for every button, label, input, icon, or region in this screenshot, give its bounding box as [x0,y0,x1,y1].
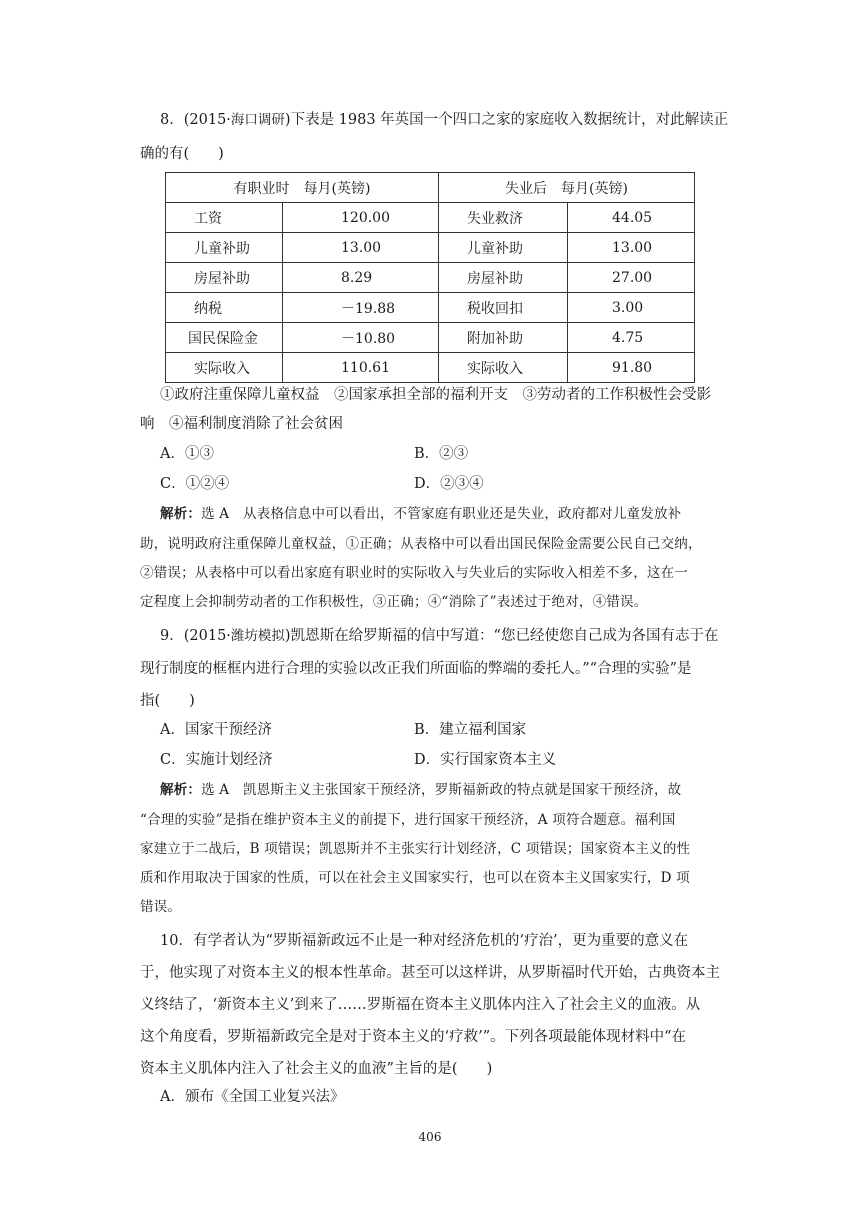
q8-number: 8． [160,112,184,128]
analysis-label: 解析： [160,782,202,798]
q8-option-c: C．①②④ [160,476,230,492]
table-cell: 120.00 [283,203,439,233]
table-cell: 失业救济 [439,203,568,233]
table-row [166,203,695,233]
table-cell: 110.61 [283,353,439,383]
table-header-employed: 有职业时 每月(英镑) [166,173,439,203]
q9-analysis-line2: “合理的实验”是指在维护资本主义的前提下，进行国家干预经济，A 项符合题意。福利国 [140,812,676,828]
table-cell: 27.00 [568,263,695,293]
table-cell: 实际收入 [439,353,568,383]
q8-option-a: A．①③ [160,446,214,462]
q9-analysis-line3: 家建立于二战后，B 项错误；凯恩斯并不主张实行计划经济，C 项错误；国家资本主义的性 [140,841,691,857]
table-cell: 儿童补助 [166,233,283,263]
q8-source-open: (2015· [183,112,231,128]
table-cell: 房屋补助 [166,263,283,293]
q9-option-d: D．实行国家资本主义 [414,752,557,768]
q8-line1 [160,110,728,130]
q8-stem-text: )下表是 1983 年英国一个四口之家的家庭收入数据统计，对此解读正 [284,112,729,128]
analysis-text: 选 A 凯恩斯主义主张国家干预经济，罗斯福新政的特点就是国家干预经济，故 [201,782,682,798]
table-cell: －10.80 [283,323,439,353]
q9-line3: 指( ) [140,693,195,709]
table-row [166,233,695,263]
table-cell: 13.00 [283,233,439,263]
q8-analysis-line2: 助，说明政府注重保障儿童权益，①正确；从表格中可以看出国民保险金需要公民自己交纳， [140,536,702,552]
table-cell: 4.75 [568,323,695,353]
q9-number: 9． [160,628,184,644]
q9-analysis-line4: 质和作用取决于国家的性质，可以在社会主义国家实行，也可以在资本主义国家实行，D 项 [140,870,690,886]
table-cell: 附加补助 [439,323,568,353]
table-cell: 3.00 [568,293,695,323]
table-row [166,263,695,293]
table-cell: 国民保险金 [166,323,283,353]
q10-line1: 10．有学者认为“罗斯福新政远不止是一种对经济危机的‘疗治’，更为重要的意义在 [160,933,689,949]
table-cell: 8.29 [283,263,439,293]
table-cell: 房屋补助 [439,263,568,293]
q9-stem-text: )凯恩斯在给罗斯福的信中写道：“您已经使您自己成为各国有志于在 [284,628,719,644]
q10-line5: 资本主义肌体内注入了社会主义的血液”主旨的是( ) [140,1061,493,1077]
q8-source: 海口调研 [230,112,285,128]
q10-option-a: A．颁布《全国工业复兴法》 [160,1089,345,1105]
q8-analysis-line3: ②错误；从表格中可以看出家庭有职业时的实际收入与失业后的实际收入相差不多，这在一 [140,565,688,581]
q10-line2: 于，他实现了对资本主义的根本性革命。甚至可以这样讲，从罗斯福时代开始，古典资本主 [140,965,720,981]
analysis-label: 解析： [160,506,202,522]
table-header-row [166,173,695,203]
analysis-text: 选 A 从表格信息中可以看出，不管家庭有职业还是失业，政府都对儿童发放补 [201,506,682,522]
q10-line4: 这个角度看，罗斯福新政完全是对于资本主义的‘疗救’”。下列各项最能体现材料中“在 [140,1029,687,1045]
table-header-unemployed: 失业后 每月(英镑) [439,173,695,203]
q9-source: 潍坊模拟 [230,628,285,644]
table-row [166,323,695,353]
table-row [166,353,695,383]
table-cell: 44.05 [568,203,695,233]
q8-items-line2: 响 ④福利制度消除了社会贫困 [140,416,343,432]
table-cell: －19.88 [283,293,439,323]
page-number: 406 [418,1130,442,1144]
q9-analysis-line1 [160,780,681,800]
q8-option-b: B．②③ [414,446,469,462]
table-cell: 税收回扣 [439,293,568,323]
table-cell: 91.80 [568,353,695,383]
q9-line1 [160,626,718,646]
q10-line3: 义终结了，‘新资本主义’到来了……罗斯福在资本主义肌体内注入了社会主义的血液。从 [140,997,701,1013]
q9-option-b: B．建立福利国家 [414,722,527,738]
q8-option-d: D．②③④ [414,476,484,492]
table-cell: 儿童补助 [439,233,568,263]
q8-analysis-line1 [160,504,681,524]
q9-option-a: A．国家干预经济 [160,722,272,738]
q8-analysis-line4: 定程度上会抑制劳动者的工作积极性，③正确；④“消除了”表述过于绝对，④错误。 [140,594,648,610]
q9-analysis-line5: 错误。 [140,899,182,915]
q8-items-line1: ①政府注重保障儿童权益 ②国家承担全部的福利开支 ③劳动者的工作积极性会受影 [160,387,711,403]
table-row [166,293,695,323]
table-cell: 纳税 [166,293,283,323]
table-cell: 实际收入 [166,353,283,383]
table-cell: 工资 [166,203,283,233]
income-table [165,172,695,383]
table-cell: 13.00 [568,233,695,263]
q9-line2: 现行制度的框框内进行合理的实验以改正我们所面临的弊端的委托人。”“合理的实验”是 [140,661,692,677]
q9-source-open: (2015· [183,628,231,644]
q8-line2: 确的有( ) [140,146,224,162]
q9-option-c: C．实施计划经济 [160,752,273,768]
